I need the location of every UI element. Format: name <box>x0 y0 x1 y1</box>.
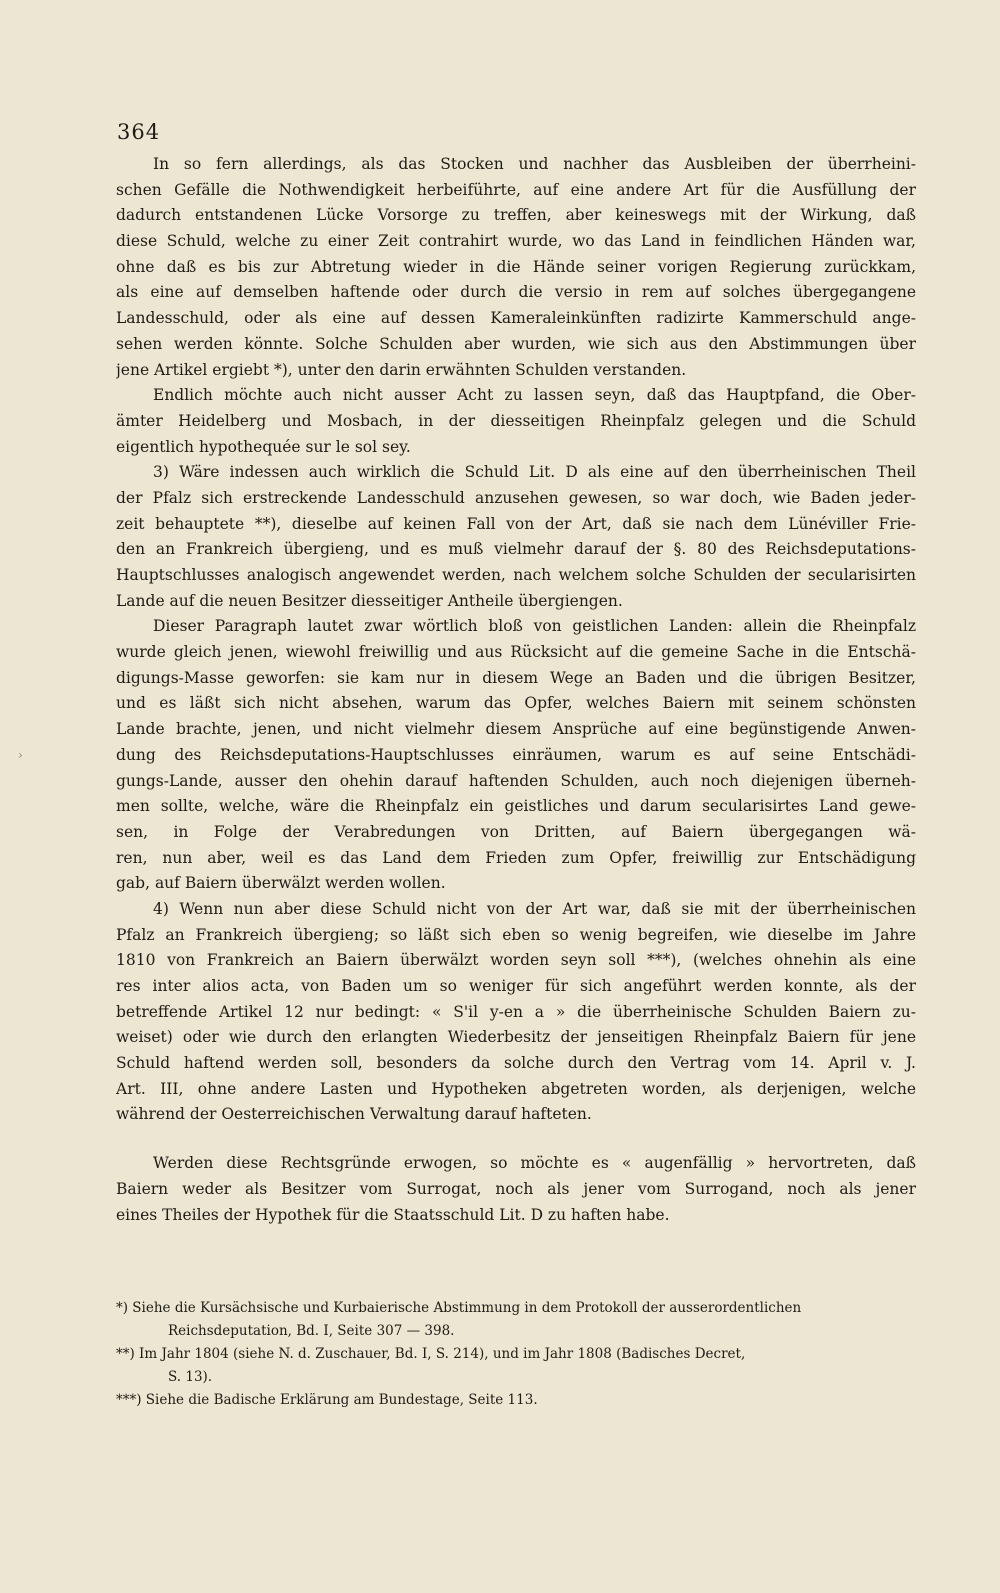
text-line: sehen werden könnte. Solche Schulden aber wurden, wie sich aus den Abstimmungen über <box>116 334 916 353</box>
paragraph <box>116 152 916 383</box>
footnote-line: **) Im Jahr 1804 (siehe N. d. Zuschauer, Bd. I, S. 214), und im Jahr 1808 (Badisches Decret, <box>116 1346 746 1362</box>
text-line: wurde gleich jenen, wiewohl freiwillig und aus Rücksicht auf die gemeine Sache in die Entschä- <box>116 643 916 662</box>
text-line: betreffende Artikel 12 nur bedingt: « S'il y-en a » die überrheinische Schulden Baiern zu- <box>116 1002 916 1021</box>
text-line: dung des Reichsdeputations-Hauptschlusses einräumen, warum es auf seine Entschädi- <box>116 745 916 764</box>
text-line: In so fern allerdings, als das Stocken und nachher das Ausbleiben der überrheini- <box>153 155 916 173</box>
text-line: Baiern weder als Besitzer vom Surrogat, noch als jener vom Surrogand, noch als jener <box>116 1179 916 1198</box>
text-line: während der Oesterreichischen Verwaltung darauf hafteten. <box>116 1105 592 1124</box>
footnote-line: Reichsdeputation, Bd. I, Seite 307 — 398. <box>168 1323 455 1339</box>
text-line: Landesschuld, oder als eine auf dessen Kameraleinkünften radizirte Kammerschuld ange- <box>116 309 916 328</box>
page-number: 364 <box>117 120 161 144</box>
text-line: als eine auf demselben haftende oder durch die versio in rem auf solches übergegangene <box>116 283 916 302</box>
text-line: 3) Wäre indessen auch wirklich die Schuld Lit. D als eine auf den überrheinischen Theil <box>153 463 916 482</box>
paragraph <box>116 614 916 897</box>
text-line: ren, nun aber, weil es das Land dem Frieden zum Opfer, freiwillig zur Entschädigung <box>116 848 916 867</box>
footnote-line: ***) Siehe die Badische Erklärung am Bundestage, Seite 113. <box>116 1392 538 1408</box>
paragraph-gap <box>116 1128 916 1151</box>
footnote-line: *) Siehe die Kursächsische und Kurbaierische Abstimmung in dem Protokoll der ausserordentlichen <box>116 1300 802 1316</box>
text-line: den an Frankreich übergieng, und es muß vielmehr darauf der §. 80 des Reichsdeputations- <box>116 540 916 559</box>
footnote <box>116 1297 916 1343</box>
text-line: res inter alios acta, von Baden um so weniger für sich angeführt werden konnte, als der <box>116 977 916 995</box>
paragraph <box>116 460 916 614</box>
text-line: gungs-Lande, ausser den ohehin darauf haftenden Schulden, auch noch diejenigen überneh- <box>116 771 916 790</box>
footnote <box>116 1343 916 1389</box>
text-line: Dieser Paragraph lautet zwar wörtlich bloß von geistlichen Landen: allein die Rheinpfalz <box>153 617 916 636</box>
text-line: Hauptschlusses analogisch angewendet werden, nach welchem solche Schulden der secularisirten <box>116 566 916 584</box>
text-line: zeit behauptete **), dieselbe auf keinen Fall von der Art, daß sie nach dem Lünéviller Frie- <box>116 514 916 533</box>
text-line: ämter Heidelberg und Mosbach, in der diesseitigen Rheinpfalz gelegen und die Schuld <box>116 411 916 430</box>
text-line: Endlich möchte auch nicht ausser Acht zu lassen seyn, daß das Hauptpfand, die Ober- <box>153 386 916 405</box>
paragraph <box>116 383 916 460</box>
text-line: Lande brachte, jenen, und nicht vielmehr diesem Ansprüche auf eine begünstigende Anwen- <box>116 720 916 739</box>
text-line: eines Theiles der Hypothek für die Staatsschuld Lit. D zu haften habe. <box>116 1205 670 1224</box>
text-line: Schuld haftend werden soll, besonders da solche durch den Vertrag vom 14. April v. J. <box>116 1054 916 1073</box>
text-line: gab, auf Baiern überwälzt werden wollen. <box>116 874 446 893</box>
paragraph <box>116 897 916 1128</box>
footnote <box>116 1389 916 1412</box>
text-line: eigentlich hypothequée sur le sol sey. <box>116 437 411 456</box>
margin-mark: › <box>18 748 23 762</box>
text-line: 1810 von Frankreich an Baiern überwälzt worden seyn soll ***), (welches ohnehin als eine <box>116 951 916 970</box>
text-line: dadurch entstandenen Lücke Vorsorge zu treffen, aber keineswegs mit der Wirkung, daß <box>116 206 916 225</box>
text-line: ohne daß es bis zur Abtretung wieder in die Hände seiner vorigen Regierung zurückkam, <box>116 257 916 276</box>
text-line: jene Artikel ergiebt *), unter den darin erwähnten Schulden verstanden. <box>116 360 687 379</box>
text-line: weiset) oder wie durch den erlangten Wiederbesitz der jenseitigen Rheinpfalz Baiern für jene <box>116 1028 916 1047</box>
text-line: sen, in Folge der Verabredungen von Dritten, auf Baiern übergegangen wä- <box>116 822 916 841</box>
text-line: 4) Wenn nun aber diese Schuld nicht von der Art war, daß sie mit der überrheinischen <box>153 899 916 918</box>
body-text <box>116 152 916 1228</box>
text-line: Lande auf die neuen Besitzer diesseitiger Antheile übergiengen. <box>116 591 623 610</box>
text-line: der Pfalz sich erstreckende Landesschuld anzusehen gewesen, so war doch, wie Baden jeder- <box>116 488 916 507</box>
text-line: schen Gefälle die Nothwendigkeit herbeiführte, auf eine andere Art für die Ausfüllung der <box>116 180 916 199</box>
text-line: Art. III, ohne andere Lasten und Hypotheken abgetreten worden, als derjenigen, welche <box>116 1079 916 1098</box>
text-line: und es läßt sich nicht absehen, warum das Opfer, welches Baiern mit seinem schönsten <box>116 694 916 713</box>
paragraph <box>116 1151 916 1228</box>
text-line: digungs-Masse geworfen: sie kam nur in diesem Wege an Baden und die übrigen Besitzer, <box>116 668 916 687</box>
footnotes <box>116 1297 916 1412</box>
text-line: men sollte, welche, wäre die Rheinpfalz ein geistliches und darum secularisirtes Land gewe- <box>116 797 916 816</box>
text-line: Pfalz an Frankreich übergieng; so läßt sich eben so wenig begreifen, wie dieselbe im Jahre <box>116 925 916 944</box>
footnote-line: S. 13). <box>168 1369 213 1385</box>
text-line: diese Schuld, welche zu einer Zeit contrahirt wurde, wo das Land in feindlichen Händen war, <box>116 232 916 251</box>
text-line: Werden diese Rechtsgründe erwogen, so möchte es « augenfällig » hervortreten, daß <box>153 1154 916 1173</box>
